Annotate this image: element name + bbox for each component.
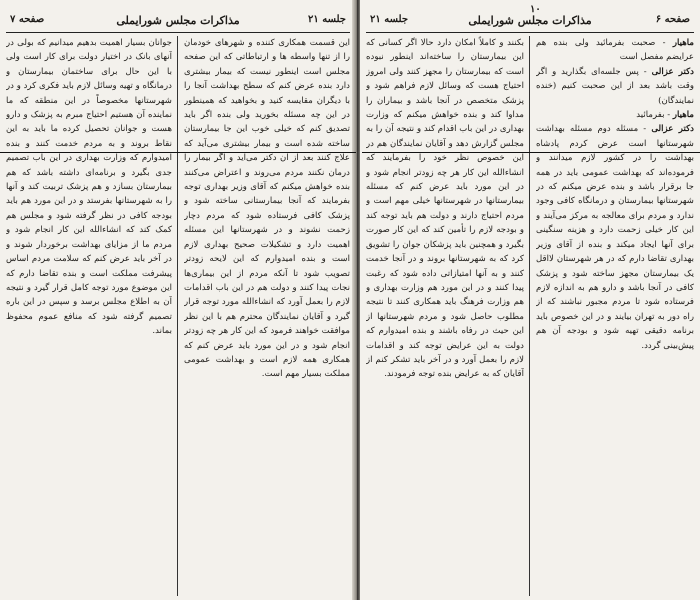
right-page-columns xyxy=(366,36,694,596)
speech-paragraph xyxy=(536,108,694,122)
speaker-name: ماهیار xyxy=(672,38,694,48)
right-header-page-label: صفحه ۶ xyxy=(655,14,690,25)
speech-text: - صحبت بفرمائید ولی بنده هم عرایضم مفصل است xyxy=(536,38,694,63)
left-page-column-right xyxy=(184,36,350,596)
speaker-name: ماهیار xyxy=(672,110,694,121)
speaker-name: دکتر عزالی xyxy=(651,124,694,135)
left-page-header xyxy=(6,6,350,33)
right-header-title: مذاکرات مجلس شورایملی xyxy=(468,14,592,27)
scan-line-right xyxy=(362,152,700,153)
right-page xyxy=(360,0,700,600)
speech-text: - بفرمائید xyxy=(636,110,671,121)
speech-paragraph xyxy=(536,65,694,108)
left-header-page-label: صفحه ۷ xyxy=(10,14,45,25)
right-page-column-left-text: بکنند و کاملاً امکان دارد حالا اگر کسانی که این بیمارستان را ساخته‌اند اینطور نبوده است که بیمارستان را مجهز کنند ولی امروز احتیاج هست که وسائل لازم فراهم شود و پزشک متخصص در آنجا باشد و بیماران را مداوا کند و بنده خواهش میکنم که وزارت بهداری در این باب اقدام کند و نتیجه آن را به مجلس گزارش دهد و آقایان نمایندگان هم در این خصوص نظر خود را بفرمایند که انشاءالله این کار هر چه زودتر انجام شود و در این مورد باید عرض کنم که مسئله بیمارستانها در شهرستانها خیلی مهم است و مردم احتیاج دارند و دولت هم باید توجه کند و بودجه لازم را تأمین کند که این کار صورت بگیرد و همچنین باید پزشکان جوان را تشویق کرد که به شهرستانها بروند و در آنجا خدمت کنند و به آنها امتیازاتی داده شود که رغبت پیدا کنند و در این مورد هم وزارت بهداری و هم وزارت فرهنگ باید همکاری کنند تا نتیجه مطلوب حاصل شود و مردم شهرستانها از این حیث در رفاه باشند و بنده امیدوارم که دولت به این عرایض توجه کند و اقدامات لازم را بعمل آورد و در آخر باید تشکر کنم از آقایان که به عرایض بنده توجه فرمودند. xyxy=(366,38,524,380)
right-page-column-right xyxy=(536,36,694,596)
speech-paragraph xyxy=(536,36,694,65)
speech-text: - مسئله دوم مسئله بهداشت شهرستانها است عرض کردم پادشاه بهداشت را در کشور لازم میدانند و فرموده‌اند که بهداشت عمومی باید در همه جا برقرار باشد و بنده عرض میکنم که در شهرستانها بیمارستان و درمانگاه کافی وجود ندارد و مردم برای معالجه به مرکز می‌آیند و این کار خیلی زحمت دارد و هزینه سنگینی برای آنها ایجاد میکند و بنده از آقای وزیر بهداری تقاضا دارم که در هر شهرستان لااقل یک بیمارستان مجهز ساخته شود و پزشک کافی در آنجا باشد و دارو هم به اندازه لازم فرستاده شود تا مردم مجبور نباشند که از راه دور به تهران بیایند و در این خصوص باید برنامه دقیقی تهیه شود و بودجه آن هم پیش‌بینی گردد. xyxy=(536,124,694,351)
right-page-header xyxy=(366,6,694,33)
right-page-number: ۱۰ xyxy=(530,4,541,15)
left-page-column-right-text: این قسمت همکاری کننده و شهرهای خودمان را از تنها واسطه ها و ارتباطاتی که این صفحه مجلس است اینطور نیست که بیمار بیشتری دارد بنده عرض کنم که سطح بهداشت آنجا را با دیگران مقایسه کنید و بخواهید که همینطور در این چه مسئله بخورید ولی بنده اگر باید تصدیق کنم که خیلی خوب این جا بیمارستان ساخته شده است و بیمار بیشتری می‌آید که علاج کنند بعد از آن دکتر می‌آید و اگر بیمار را درمان نکنند مردم می‌روند و اعتراض می‌کنند بنده خواهش میکنم که آقای وزیر بهداری توجه بفرمایند که آنجا بیمارستانی ساخته شود و پزشک کافی فرستاده شود که مردم دچار زحمت نشوند و در شهرستانها این مسئله اهمیت دارد و تشکیلات صحیح بهداری لازم است و بنده امیدوارم که این لایحه زودتر تصویب شود تا آنکه مردم از این بیماری‌ها نجات پیدا کنند و دولت هم در این باب اقدامات لازم را بعمل آورد که انشاءالله مورد توجه قرار گیرد و آقایان نمایندگان محترم هم با این نظر موافقت خواهند فرمود که این کار هر چه زودتر انجام شود و در این مورد باید عرض کنم که همکاری همه لازم است و بهداشت عمومی مملکت بسیار مهم است. xyxy=(184,38,350,380)
right-page-column-left xyxy=(366,36,524,596)
left-page-columns xyxy=(6,36,350,596)
speech-text: - پس جلسه‌ای بگذارید و اگر وقت باشد بعد از این صحبت کنیم (خنده نمایندگان) xyxy=(536,66,694,106)
column-divider xyxy=(529,36,530,596)
speech-paragraph xyxy=(536,122,694,353)
speaker-name: دکتر عزالی xyxy=(651,66,694,77)
scan-line-left xyxy=(0,152,356,153)
left-header-title: مذاکرات مجلس شورایملی xyxy=(116,14,240,27)
column-divider xyxy=(177,36,178,596)
left-header-session: جلسه ۲۱ xyxy=(307,14,346,25)
left-page-column-left-text: جوانان بسیار اهمیت بدهیم میدانیم که بولی در آنهای بانک در اختیار دولت برای کار است ولی با این حال برای ساختمان بیمارستان و درمانگاه و تهیه وسائل لازم باید فکری کرد و در شهرستانها مخصوصاً در این منطقه که ما نماینده آن هستیم احتیاج مبرم به پزشک و دارو هست و جوانان تحصیل کرده ما باید به این نقاط بروند و به مردم خدمت کنند و بنده امیدوارم که وزارت بهداری در این باب تصمیم جدی بگیرد و برنامه‌ای داشته باشد که هم بیمارستان بسازد و هم پزشک تربیت کند و آنها را به شهرستانها بفرستد و در این مورد هم باید بودجه کافی در نظر گرفته شود و مجلس هم کمک کند که انشاءالله این کار انجام شود و مردم ما از مزایای بهداشت برخوردار شوند و در آخر باید عرض کنم که سلامت مردم اساس پیشرفت مملکت است و بنده تقاضا دارم که این موضوع مورد توجه کامل قرار گیرد و نتیجه آن به اطلاع مجلس برسد و سپس در این باره تصمیم گرفته شود که منافع عموم محفوظ بماند. xyxy=(6,38,172,337)
right-header-session: جلسه ۲۱ xyxy=(370,14,409,25)
left-page-column-left xyxy=(6,36,172,596)
